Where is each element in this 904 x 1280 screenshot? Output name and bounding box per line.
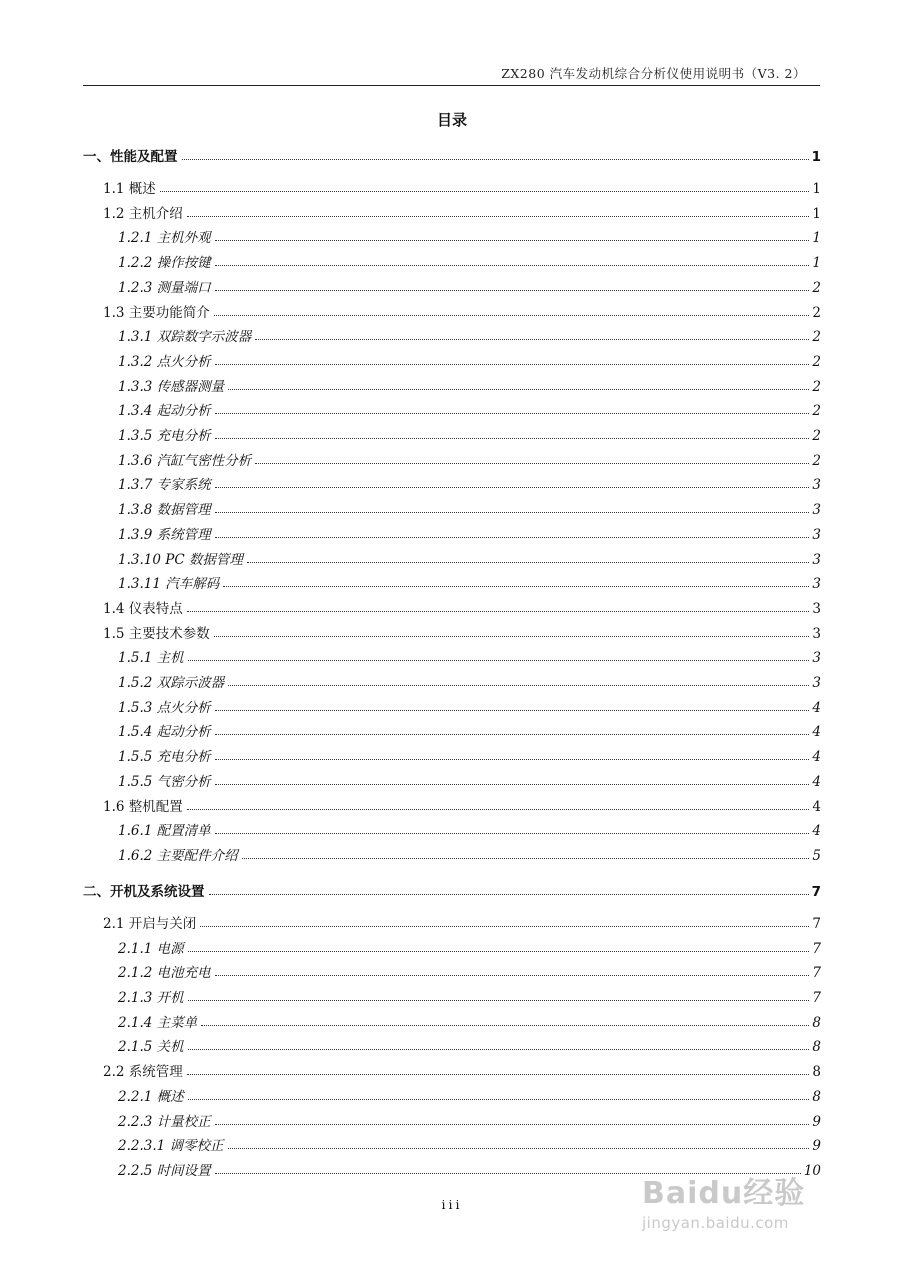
- toc-entry-label: 2.2.1 概述: [118, 1088, 184, 1105]
- toc-entry[interactable]: [118, 1110, 821, 1128]
- toc-entry-page: 8: [812, 1088, 821, 1105]
- toc-entry-page: 7: [812, 940, 821, 957]
- toc-entry-label: 2.2.3 计量校正: [118, 1113, 211, 1130]
- toc-entry-label: 1.5.1 主机: [118, 650, 184, 667]
- toc-entry[interactable]: [118, 1011, 821, 1029]
- toc-entry-page: 2: [812, 452, 821, 469]
- toc-entry[interactable]: [118, 720, 821, 741]
- toc-entry-label: 1.5.4 起动分析: [118, 724, 211, 741]
- toc-leader-dots: [215, 709, 810, 711]
- toc-leader-dots: [215, 289, 810, 291]
- toc-leader-dots: [182, 158, 809, 160]
- toc-entry[interactable]: [118, 745, 821, 766]
- toc-entry-page: 4: [812, 699, 821, 716]
- toc-entry-label: 1.1 概述: [103, 181, 156, 197]
- toc-entry-label: 1.2.3 测量端口: [118, 279, 211, 296]
- toc-entry[interactable]: [103, 177, 821, 195]
- toc-entry-page: 4: [812, 773, 821, 790]
- toc-entry-page: 2: [812, 279, 821, 296]
- watermark: [642, 1168, 842, 1248]
- toc-entry-page: 2: [812, 378, 821, 395]
- toc-entry-page: 8: [812, 1039, 821, 1056]
- toc-entry-label: 1.3.7 专家系统: [118, 477, 211, 494]
- toc-entry-page: 7: [812, 915, 821, 932]
- toc-leader-dots: [215, 511, 810, 513]
- toc-entry-label: 1.6.1 配置清单: [118, 823, 211, 840]
- document-title: ZX280 汽车发动机综合分析仪使用说明书（V3. 2）: [501, 66, 806, 81]
- toc-entry-label: 1.3.2 点火分析: [118, 353, 211, 370]
- toc-entry-page: 7: [811, 883, 821, 900]
- toc-entry-page: 3: [812, 551, 821, 568]
- toc-entry-label: 1.2 主机介绍: [103, 205, 183, 222]
- toc-entry-label: 1.5.3 点火分析: [118, 699, 211, 716]
- toc-entry[interactable]: [118, 548, 821, 566]
- toc-leader-dots: [215, 412, 810, 414]
- toc-entry-label: 二、开机及系统设置: [83, 883, 205, 900]
- toc-entry-page: 3: [812, 675, 821, 691]
- toc-entry[interactable]: [118, 572, 821, 593]
- toc-entry-page: 10: [803, 1162, 821, 1179]
- toc-entry[interactable]: [118, 325, 821, 346]
- toc-entry-label: 1.3.8 数据管理: [118, 502, 211, 519]
- toc-entry-label: 1.6.2 主要配件介绍: [118, 847, 238, 864]
- toc-entry-page: 3: [812, 576, 821, 593]
- toc-entry-page: 3: [812, 625, 821, 642]
- toc-leader-dots: [255, 338, 809, 340]
- toc-leader-dots: [215, 363, 810, 365]
- toc-leader-dots: [187, 610, 810, 612]
- toc-leader-dots: [187, 1073, 810, 1075]
- toc-entry[interactable]: [118, 424, 821, 442]
- toc-entry-label: 1.5 主要技术参数: [103, 625, 210, 642]
- toc-entry[interactable]: [103, 597, 821, 615]
- toc-entry-page: 3: [812, 650, 821, 667]
- toc-entry[interactable]: [118, 375, 821, 393]
- toc-entry[interactable]: [118, 1085, 821, 1103]
- toc-entry[interactable]: [103, 1060, 821, 1081]
- toc-entry[interactable]: [118, 350, 821, 368]
- toc-entry-label: 1.5.5 充电分析: [118, 749, 211, 766]
- toc-entry-page: 3: [812, 477, 821, 494]
- toc-entry-page: 3: [812, 600, 821, 617]
- toc-leader-dots: [228, 388, 809, 390]
- toc-leader-dots: [228, 684, 809, 686]
- toc-entry-label: 1.5.2 双踪示波器: [118, 675, 225, 691]
- toc-entry-label: 1.2.2 操作按键: [118, 255, 211, 272]
- toc-entry[interactable]: [118, 1134, 821, 1155]
- watermark-brand: Baidu经验: [642, 1176, 806, 1211]
- toc-leader-dots: [215, 486, 810, 488]
- toc-entry-label: 1.3.6 汽缸气密性分析: [118, 452, 252, 469]
- toc-leader-dots: [187, 215, 810, 217]
- toc-entry-page: 1: [812, 181, 821, 197]
- toc-leader-dots: [215, 783, 810, 785]
- toc-entry-page: 4: [812, 724, 821, 741]
- toc-entry-page: 1: [811, 149, 821, 165]
- toc-entry-page: 9: [812, 1113, 821, 1130]
- toc-leader-dots: [214, 314, 810, 316]
- toc-entry-page: 2: [812, 403, 821, 420]
- toc-entry-label: 2.1.4 主菜单: [118, 1014, 198, 1031]
- toc-leader-dots: [188, 999, 810, 1001]
- toc-entry-page: 4: [812, 749, 821, 766]
- watermark-url: jingyan.baidu.com: [642, 1214, 789, 1232]
- toc-entry-label: 2.1.3 开机: [118, 990, 184, 1006]
- page-header: [83, 63, 820, 86]
- toc-entry-page: 3: [812, 502, 821, 519]
- toc-leader-dots: [188, 1098, 810, 1100]
- toc-entry-label: 2.1 开启与关闭: [103, 915, 197, 932]
- toc-entry-page: 7: [812, 965, 821, 982]
- toc-leader-dots: [214, 635, 810, 637]
- page-number: iii: [441, 1197, 463, 1212]
- toc-leader-dots: [188, 659, 810, 661]
- toc-entry-label: 1.3.1 双踪数字示波器: [118, 329, 252, 346]
- toc-entry-label: 1.3.10 PC 数据管理: [118, 551, 243, 568]
- toc-entry-label: 2.1.2 电池充电: [118, 965, 211, 982]
- toc-leader-dots: [187, 808, 810, 810]
- toc-leader-dots: [188, 950, 810, 952]
- toc-entry[interactable]: [118, 646, 821, 667]
- toc-leader-dots: [215, 733, 810, 735]
- toc-entry[interactable]: [118, 671, 821, 689]
- toc-entry[interactable]: [118, 498, 821, 519]
- toc-entry-page: 9: [812, 1138, 821, 1155]
- toc-entry-page: 1: [812, 230, 821, 247]
- toc-entry[interactable]: [103, 912, 821, 930]
- toc-entry[interactable]: [118, 276, 821, 294]
- toc-entry[interactable]: [103, 301, 821, 319]
- toc-entry[interactable]: [118, 399, 821, 420]
- toc-leader-dots: [215, 1123, 810, 1125]
- toc-entry-label: 2.2.5 时间设置: [118, 1162, 211, 1179]
- toc-entry-page: 4: [812, 798, 821, 815]
- toc-entry-label: 1.6 整机配置: [103, 798, 183, 815]
- toc-entry-page: 3: [812, 526, 821, 543]
- toc-entry[interactable]: [118, 473, 821, 494]
- toc-entry-label: 一、性能及配置: [83, 149, 178, 165]
- toc-entry-page: 7: [812, 990, 821, 1006]
- toc-entry[interactable]: [118, 937, 821, 955]
- toc-leader-dots: [215, 239, 810, 241]
- toc-entry-page: 2: [812, 304, 821, 321]
- toc-entry-label: 2.1.5 关机: [118, 1039, 184, 1056]
- toc-entry[interactable]: [118, 523, 821, 541]
- toc-entry[interactable]: [103, 202, 821, 220]
- toc-leader-dots: [201, 1024, 809, 1026]
- toc-leader-dots: [160, 190, 810, 192]
- toc-leader-dots: [188, 1048, 810, 1050]
- toc-entry-label: 1.2.1 主机外观: [118, 230, 211, 247]
- toc-entry-page: 2: [812, 353, 821, 370]
- toc-entry-page: 1: [812, 255, 821, 272]
- toc-title: 目录: [436, 111, 467, 129]
- toc-entry[interactable]: [118, 844, 821, 862]
- toc-entry-label: 1.3.5 充电分析: [118, 428, 211, 444]
- toc-leader-dots: [215, 832, 810, 834]
- toc-entry[interactable]: [103, 622, 821, 640]
- toc-entry[interactable]: [118, 986, 821, 1004]
- toc-entry[interactable]: [103, 795, 821, 813]
- toc-entry-label: 1.5.5 气密分析: [118, 773, 211, 790]
- toc-leader-dots: [223, 585, 809, 587]
- toc-leader-dots: [228, 1147, 810, 1149]
- toc-entry-label: 1.3.11 汽车解码: [118, 576, 220, 593]
- toc-leader-dots: [200, 925, 809, 927]
- toc-entry[interactable]: [118, 961, 821, 982]
- toc-leader-dots: [215, 758, 810, 760]
- toc-entry-page: 2: [812, 329, 821, 346]
- toc-entry-label: 2.2.3.1 调零校正: [118, 1138, 224, 1155]
- toc-entry[interactable]: [83, 145, 821, 163]
- toc-entry[interactable]: [118, 770, 821, 788]
- toc-leader-dots: [255, 462, 809, 464]
- toc-entry-label: 1.4 仪表特点: [103, 600, 183, 617]
- toc-entry-page: 5: [812, 847, 821, 864]
- toc-leader-dots: [247, 561, 809, 563]
- toc-leader-dots: [215, 437, 810, 439]
- toc-entry-label: 2.2 系统管理: [103, 1064, 183, 1081]
- toc-entry-page: 4: [812, 823, 821, 840]
- toc-entry[interactable]: [118, 226, 821, 247]
- toc-leader-dots: [209, 893, 809, 895]
- toc-entry-page: 8: [812, 1014, 821, 1031]
- toc-entry[interactable]: [118, 449, 821, 467]
- toc-leader-dots: [242, 857, 810, 859]
- toc-entry[interactable]: [83, 880, 821, 898]
- toc-entry-label: 1.3 主要功能简介: [103, 304, 210, 321]
- toc-leader-dots: [215, 974, 810, 976]
- toc-entry[interactable]: [118, 819, 821, 840]
- toc-entry[interactable]: [118, 251, 821, 272]
- toc-entry[interactable]: [118, 696, 821, 714]
- toc-entry-page: 8: [812, 1064, 821, 1081]
- toc-leader-dots: [215, 264, 810, 266]
- toc-entry-label: 1.3.9 系统管理: [118, 526, 211, 543]
- toc-entry-label: 1.3.4 起动分析: [118, 403, 211, 420]
- toc-entry[interactable]: [118, 1035, 821, 1056]
- toc-entry-label: 2.1.1 电源: [118, 940, 184, 957]
- toc-entry-label: 1.3.3 传感器测量: [118, 378, 225, 395]
- toc-entry-page: 2: [812, 428, 821, 444]
- toc-entry-page: 1: [812, 205, 821, 222]
- toc-leader-dots: [215, 536, 810, 538]
